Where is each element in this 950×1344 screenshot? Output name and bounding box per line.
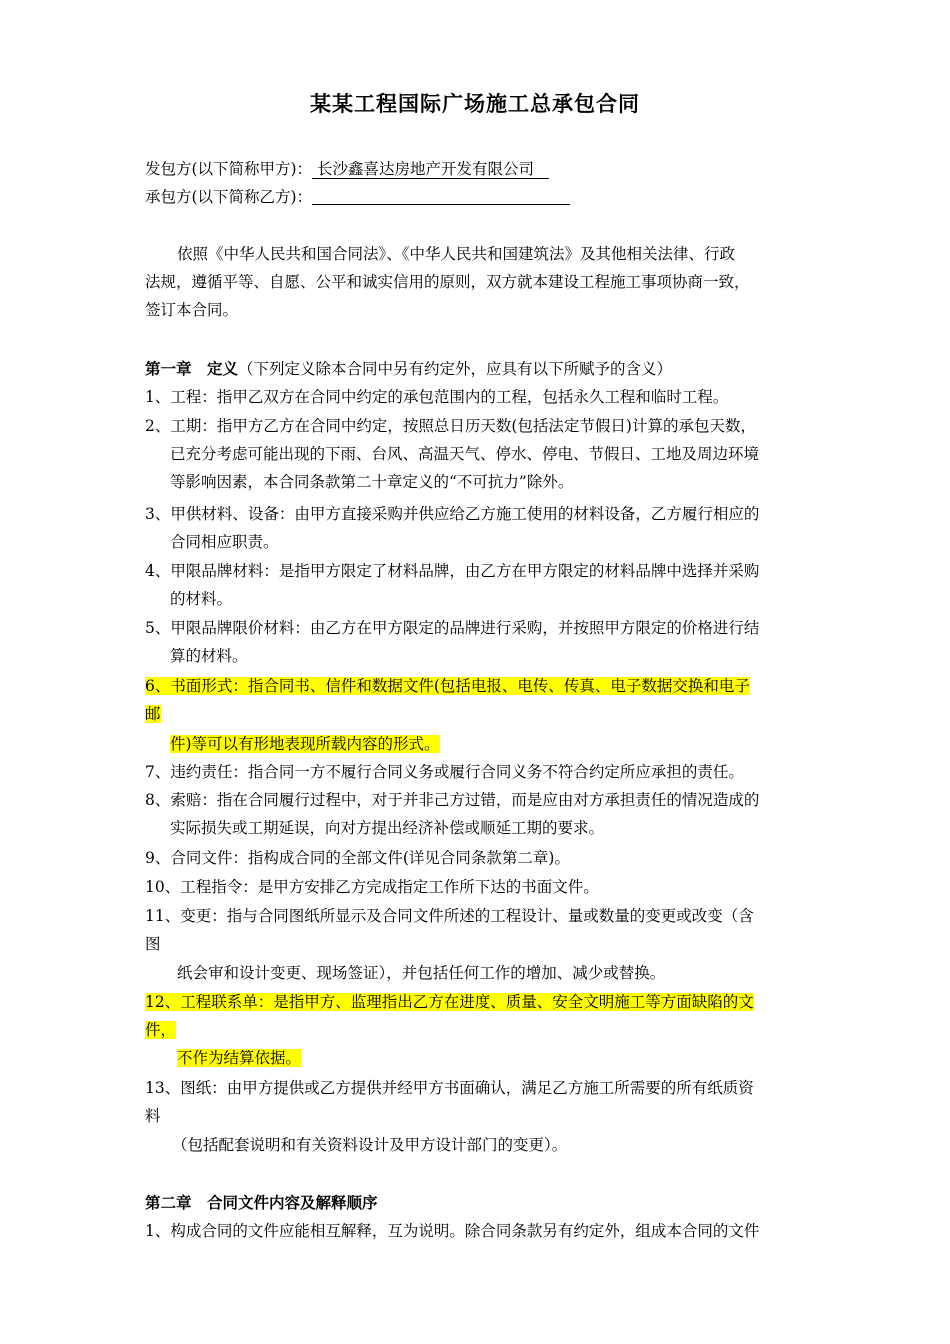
intro-line: 签订本合同。: [145, 301, 239, 319]
definition-line: 5、甲限品牌限价材料：由乙方在甲方限定的品牌进行采购，并按照甲方限定的价格进行结: [145, 619, 760, 637]
chapter1-heading-line: [145, 358, 672, 380]
party-b-line: [145, 186, 570, 208]
party-b-blank: [312, 188, 570, 205]
definition-line: 图: [145, 935, 161, 953]
definition-line-highlighted: 件，: [145, 1021, 177, 1039]
definition-line: 等影响因素，本合同条款第二十章定义的“不可抗力”除外。: [170, 473, 574, 491]
definition-line: 的材料。: [170, 590, 233, 608]
definition-line: 合同相应职责。: [170, 533, 279, 551]
chapter2-line: 1、构成合同的文件应能相互解释，互为说明。除合同条款另有约定外，组成本合同的文件: [145, 1222, 760, 1240]
definition-line: 9、合同文件：指构成合同的全部文件(详见合同条款第二章)。: [145, 849, 570, 867]
chapter1-heading: 第一章 定义: [145, 359, 239, 378]
party-b-label: 承包方(以下简称乙方)：: [145, 188, 313, 206]
definition-line: 3、甲供材料、设备：由甲方直接采购并供应给乙方施工使用的材料设备，乙方履行相应的: [145, 505, 760, 523]
definition-line: 10、工程指令：是甲方安排乙方完成指定工作所下达的书面文件。: [145, 878, 599, 896]
definition-line: 4、甲限品牌材料：是指甲方限定了材料品牌，由乙方在甲方限定的材料品牌中选择并采购: [145, 562, 760, 580]
party-a-value: 长沙鑫喜达房地产开发有限公司: [312, 160, 549, 178]
definition-line: 7、违约责任：指合同一方不履行合同义务或履行合同义务不符合约定所应承担的责任。: [145, 763, 744, 781]
definition-line: 2、工期：指甲方乙方在合同中约定，按照总日历天数(包括法定节假日)计算的承包天数，: [145, 417, 756, 435]
definition-line-highlighted: 12、工程联系单：是指甲方、监理指出乙方在进度、质量、安全文明施工等方面缺陷的文: [145, 993, 754, 1011]
intro-line: 法规，遵循平等、自愿、公平和诚实信用的原则，双方就本建设工程施工事项协商一致，: [145, 273, 750, 291]
definition-line-highlighted: 邮: [145, 705, 161, 723]
definition-line: 纸会审和设计变更、现场签证），并包括任何工作的增加、减少或替换。: [177, 964, 666, 982]
definition-line: 13、图纸：由甲方提供或乙方提供并经甲方书面确认，满足乙方施工所需要的所有纸质资: [145, 1079, 754, 1097]
definition-line: （包括配套说明和有关资料设计及甲方设计部门的变更）。: [172, 1136, 568, 1154]
definition-line: 算的材料。: [170, 647, 248, 665]
definition-line: 1、工程：指甲乙双方在合同中约定的承包范围内的工程，包括永久工程和临时工程。: [145, 388, 729, 406]
party-a-label: 发包方(以下简称甲方)：: [145, 160, 313, 178]
definition-line: 已充分考虑可能出现的下雨、台风、高温天气、停水、停电、节假日、工地及周边环境: [170, 445, 760, 463]
definition-line: 实际损失或工期延误，向对方提出经济补偿或顺延工期的要求。: [170, 819, 605, 837]
chapter2-heading: 第二章 合同文件内容及解释顺序: [145, 1193, 378, 1212]
intro-line: 依照《中华人民共和国合同法》、《中华人民共和国建筑法》及其他相关法律、行政: [177, 245, 736, 263]
definition-line-highlighted: 件)等可以有形地表现所载内容的形式。: [170, 735, 440, 753]
document-title: 某某工程国际广场施工总承包合同: [310, 91, 640, 116]
definition-line-highlighted: 6、书面形式：指合同书、信件和数据文件(包括电报、电传、传真、电子数据交换和电子: [145, 677, 750, 695]
definition-line: 8、索赔：指在合同履行过程中，对于并非己方过错，而是应由对方承担责任的情况造成的: [145, 791, 760, 809]
definition-line: 11、变更：指与合同图纸所显示及合同文件所述的工程设计、量或数量的变更或改变（含: [145, 907, 754, 925]
definition-line: 料: [145, 1107, 161, 1125]
chapter1-note: （下列定义除本合同中另有约定外，应具有以下所赋予的含义）: [238, 360, 673, 378]
definition-line-highlighted: 不作为结算依据。: [177, 1049, 302, 1067]
party-a-line: [145, 158, 549, 180]
